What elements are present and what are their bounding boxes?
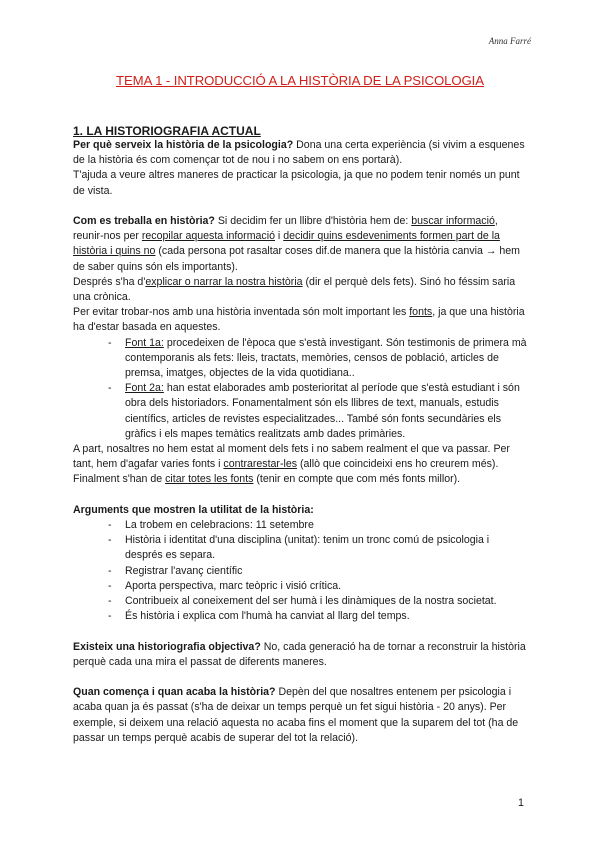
text-fragment: (tenir en compte que com més fonts millor). bbox=[253, 473, 461, 486]
paragraph-contrast bbox=[73, 442, 527, 472]
underlined-term: citar totes les fonts bbox=[165, 473, 254, 486]
list-item-font-2a bbox=[108, 381, 527, 442]
list-item: - Aporta perspectiva, marc teòpric i visió crítica. bbox=[108, 579, 527, 594]
underlined-term: recopilar aquesta informació bbox=[141, 230, 275, 243]
question-objective: Existeix una historiografia objectiva? bbox=[73, 640, 261, 653]
paragraph-method bbox=[73, 214, 527, 275]
text-fragment: Finalment s'han de bbox=[73, 473, 166, 486]
text-fragment: Després s'ha d' bbox=[73, 275, 146, 288]
list-item: - És història i explica com l'humà ha canviat al llarg del temps. bbox=[108, 609, 527, 624]
answer-purpose: Dona una certa experiència (si vivim a esquenes de la història és com començar tot de nou i no sabem on ens portarà). bbox=[73, 139, 525, 167]
section-heading-arguments bbox=[73, 503, 527, 518]
paragraph-cite bbox=[73, 472, 527, 487]
list-item: - La trobem en celebracions: 11 setembre bbox=[108, 518, 527, 533]
text-fragment: No, cada generació ha de tornar a reconstruir la història perquè cada una mira el passat de diferents maneres. bbox=[73, 640, 526, 668]
text-fragment: (allò que coincideixi ens ho creurem més). bbox=[297, 458, 499, 471]
underlined-term: decidir quins esdeveniments formen part de la història i quins no bbox=[73, 230, 500, 258]
text-fragment: A part, nosaltres no hem estat al moment dels fets i no sabem realment el que va passar. Per tant, hem d'agafar varies fonts i bbox=[73, 443, 510, 471]
text-fragment: , reunir-nos per bbox=[73, 215, 498, 243]
sources-list bbox=[73, 336, 527, 442]
document-body bbox=[73, 124, 527, 746]
list-item-font-1a bbox=[108, 336, 527, 382]
bold-heading: Arguments que mostren la utilitat de la història: bbox=[73, 503, 314, 516]
question-purpose: Per què serveix la història de la psicologia? bbox=[73, 139, 294, 151]
author-name: Anna Farré bbox=[488, 36, 531, 46]
paragraph-purpose bbox=[73, 138, 527, 168]
question-method: Com es treballa en història? bbox=[73, 215, 215, 227]
list-item: - Registrar l'avanç científic bbox=[108, 564, 527, 579]
text-fragment: i bbox=[274, 230, 284, 243]
underlined-term: Font 1a: bbox=[125, 336, 164, 349]
paragraph-narrate bbox=[73, 275, 527, 305]
underlined-term: Font 2a: bbox=[125, 382, 164, 395]
page-number: 1 bbox=[518, 797, 524, 809]
underlined-term: buscar informació bbox=[411, 215, 495, 227]
paragraph-perspective: T'ajuda a veure altres maneres de practicar la psicologia, ja que no podem tenir només un punt de vista. bbox=[73, 169, 520, 197]
page-title: TEMA 1 - INTRODUCCIÓ A LA HISTÒRIA DE LA PSICOLOGIA bbox=[116, 73, 484, 88]
text-fragment: Per evitar trobar-nos amb una història inventada són molt important les bbox=[73, 306, 410, 319]
text-fragment: han estat elaborades amb posterioritat al període que s'està estudiant i són obra dels historiadors. Fonamentalment són els llibres de text, manuals, estudis científics, articles de revistes especialitzades... També són fonts secundàries els gràfics i els mapes temàtics realitzats amb dades primàries. bbox=[125, 382, 520, 440]
text-fragment: Depèn del que nosaltres entenem per psicologia i acaba quan ja és passat (s'ha de deixar un temps perquè un fet sigui història - 20 anys). Per exemple, si deixem una relació aquesta no acaba fins el moment que la suparem del tot (ha de passar un temps perquè acabis de superar del tot la relació). bbox=[73, 686, 519, 744]
underlined-term: fonts bbox=[409, 306, 433, 319]
paragraph-objective bbox=[73, 640, 527, 670]
list-item: - Contribueix al coneixement del ser humà i les dinàmiques de la nostra societat. bbox=[108, 594, 527, 609]
list-item: - Història i identitat d'una disciplina (unitat): tenim un tronc comú de psicologia i després es separa. bbox=[108, 533, 527, 563]
underlined-term: explicar o narrar la nostra història bbox=[145, 275, 303, 288]
paragraph-when bbox=[73, 685, 527, 746]
text-fragment: , ja que una història ha d'estar basada en aquestes. bbox=[73, 306, 525, 334]
underlined-term: contrarestar-les bbox=[223, 458, 298, 471]
text-fragment: procedeixen de l'època que s'està investigant. Són testimonis de primera mà contemporanis als fets: lleis, tractats, memòries, censos de població, articles de premsa, imatges, objectes de la vida quotidiana.. bbox=[125, 336, 527, 380]
paragraph-sources bbox=[73, 305, 527, 335]
arguments-list bbox=[73, 518, 527, 624]
text-fragment: (dir el perquè dels fets). Sinó ho féssim saria una crònica. bbox=[73, 275, 516, 304]
question-when: Quan comença i quan acaba la història? bbox=[73, 686, 276, 699]
text-fragment: (cada persona pot rasaltar coses dif.de manera que la història canvia → hem de saber quins són els importants). bbox=[73, 245, 520, 273]
section-heading-historiografia: 1. LA HISTORIOGRAFIA ACTUAL bbox=[73, 124, 261, 138]
text-fragment: Si decidim fer un llibre d'història hem de: bbox=[214, 215, 412, 227]
